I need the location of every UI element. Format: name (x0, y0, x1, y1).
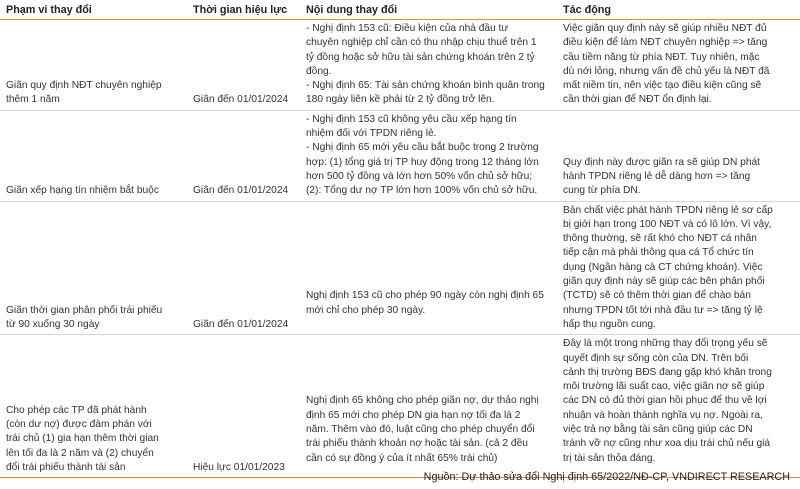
cell-line: hợp: (1) tổng giá trị TP huy động trong 12 tháng lớn (306, 156, 539, 168)
cell-line: nhiệm đối với TPDN riêng lẻ. (306, 128, 437, 140)
cell-line: hành TPDN riêng lẻ dễ dàng hơn => tăng (563, 170, 751, 182)
cell-line: cần thời gian để NĐT ổn định lại. (563, 94, 712, 106)
cell-text: Giãn đến 01/01/2024 (193, 94, 289, 106)
cell-line (306, 275, 551, 289)
cell-line: tránh vỡ nợ cũng như xoa dịu trái chủ nếu giá (563, 438, 771, 450)
impact-cell (557, 201, 800, 335)
cell-line: Quy định này được giãn ra sẽ giúp DN phát (563, 156, 760, 168)
cell-line (306, 204, 551, 218)
cell-line (563, 141, 794, 155)
effective-time-cell (187, 110, 300, 201)
cell-line: cần có sự đồng ý của ít nhất 65% trái chủ) (306, 452, 498, 464)
cell-line (306, 232, 551, 246)
cell-text: Hiệu lực 01/01/2023 (193, 461, 285, 473)
cell-line: lên tối đa là 2 năm và (2) chuyển (6, 447, 154, 459)
table-row (0, 110, 800, 201)
scope-cell (0, 20, 187, 111)
cell-line: quyết định sự sống còn của DN. Trên bối (563, 352, 749, 364)
table-header-row (0, 0, 800, 20)
cell-line: cung từ phía DN. (563, 185, 641, 197)
cell-line: Việc giãn quy định này sẽ giúp nhiều NĐT đủ (563, 23, 767, 34)
cell-line: hấp thụ nguồn cung. (563, 318, 656, 330)
cell-line: tiếp cận mà phải thông qua cá Tổ chức tín (563, 247, 754, 259)
change-content-cell (300, 20, 557, 111)
cell-line: cầu tiềm năng từ phía NĐT. Tuy nhiên, mặc (563, 51, 760, 63)
change-content-cell (300, 110, 557, 201)
impact-cell (557, 110, 800, 201)
cell-line: Cho phép các TP đã phát hành (6, 404, 147, 416)
cell-line: Bản chất việc phát hành TPDN riêng lẻ sơ cấp (563, 204, 773, 216)
cell-line: 180 ngày liên kề phải từ 2 tỷ đồng trở lên. (306, 94, 495, 106)
header-change-content: Nội dung thay đổi (300, 0, 557, 20)
cell-line: (TCTD) sẽ có thêm thời gian để chào bán (563, 290, 751, 302)
cell-line: (còn dư nợ) được đàm phán với (6, 419, 152, 431)
cell-line: Nghị định 153 cũ cho phép 90 ngày còn nghị định 65 (306, 290, 544, 302)
header-scope: Phạm vi thay đổi (0, 0, 187, 20)
header-effective-time: Thời gian hiệu lực (187, 0, 300, 20)
cell-line (306, 261, 551, 275)
cell-line: từ 90 xuống 30 ngày (6, 318, 100, 330)
cell-line: Giãn thời gian phân phối trái phiếu (6, 304, 163, 316)
source-note: Nguồn: Dự thảo sửa đổi Nghị định 65/2022/NĐ-CP, VNDIRECT RESEARCH (423, 471, 790, 483)
cell-line (306, 366, 551, 380)
cell-line (563, 127, 794, 141)
cell-line (306, 380, 551, 394)
header-impact: Tác động (557, 0, 800, 20)
cell-line: việc trả nợ bằng tài sản cũng giúp các DN (563, 424, 753, 436)
cell-line: năm. Thêm vào đó, luật cũng cho phép chuyển đổi (306, 424, 535, 436)
table-body (0, 20, 800, 478)
cell-line (563, 113, 794, 127)
cell-line: đồng. (306, 65, 332, 77)
cell-line: (2): Tổng dư nợ TP lớn hơn 100% vốn chủ sở hữu. (306, 185, 538, 197)
cell-line: dù nới lỏng, nhưng vấn đề chủ yếu là NĐT đã (563, 65, 770, 77)
scope-cell (0, 335, 187, 478)
cell-line: trị tài sản thỏa đáng. (563, 452, 656, 464)
cell-line: cảnh thị trường BĐS đang gặp khó khăn trong (563, 366, 772, 378)
impact-cell (557, 335, 800, 478)
cell-line: Nghị định 65 không cho phép giãn nợ, dự thảo nghị (306, 395, 539, 407)
cell-line: - Nghị định 153 cũ không yêu cầu xếp hạng tín (306, 113, 517, 125)
cell-text: Giãn đến 01/01/2024 (193, 318, 289, 330)
cell-line: trái phiếu thành khoản nợ hoặc tài sản. (cả 2 đều (306, 438, 528, 450)
cell-line (306, 352, 551, 366)
cell-line: trái chủ (1) gia hạn thêm thời gian (6, 433, 159, 445)
cell-line: điều kiện để làm NĐT chuyên nghiệp => tăng (563, 37, 768, 49)
effective-time-cell (187, 20, 300, 111)
effective-time-cell (187, 335, 300, 478)
cell-line: - Nghị định 65 mới yêu cầu bắt buộc trong 2 trường (306, 142, 539, 154)
cell-line: dụng (Ngân hàng cà CT chứng khoán). Việc (563, 261, 763, 273)
change-content-cell (300, 335, 557, 478)
table-row (0, 20, 800, 111)
cell-line (306, 246, 551, 260)
scope-cell (0, 110, 187, 201)
cell-line (306, 218, 551, 232)
scope-cell (0, 201, 187, 335)
effective-time-cell (187, 201, 300, 335)
cell-line: Giãn xếp hạng tín nhiệm bắt buộc (6, 185, 159, 197)
cell-line: mới chỉ cho phép 30 ngày. (306, 304, 426, 316)
cell-line: - Nghị định 153 cũ: Điều kiện của nhà đầu tư (306, 23, 509, 34)
cell-text: Giãn đến 01/01/2024 (193, 185, 289, 197)
cell-line: đổi trái phiếu thành tài sản (6, 461, 126, 473)
cell-line: thêm 1 năm (6, 94, 60, 106)
cell-line: Đây là một trong những thay đổi trọng yếu sẽ (563, 338, 768, 350)
impact-cell (557, 20, 800, 111)
table-row (0, 201, 800, 335)
cell-line: hơn 500 tỷ đồng và lớn hơn 50% vốn chủ sở hữu; (306, 170, 533, 182)
cell-line: nhưng TPDN tốt tới nhà đầu tư => tăng tỷ lệ (563, 304, 763, 316)
change-content-cell (300, 201, 557, 335)
cell-line: chuyên nghiệp chỉ cần có thu nhập chịu thuế trên 1 (306, 37, 537, 49)
cell-line: - Nghị định 65: Tài sản chứng khoán bình quân trong (306, 80, 545, 92)
cell-line: các DN có đủ thời gian hồi phục để thu về lợi (563, 395, 767, 407)
table-row (0, 335, 800, 478)
cell-line: giãn quy định này sẽ giúp các bên phân phối (563, 276, 765, 288)
cell-line: định 65 mới cho phép DN gia hạn nợ tối đa là 2 (306, 409, 521, 421)
cell-line: môi trường lãi suất cao, việc giãn nợ sẽ giúp (563, 381, 765, 393)
cell-line: nhuận và hoàn thành nghĩa vụ nợ. Ngoài ra, (563, 409, 763, 421)
cell-line: thông thường, sẽ rất khó cho NĐT cá nhân (563, 233, 757, 245)
cell-line (306, 337, 551, 351)
cell-line: tỷ đồng hoặc sở hữu tài sản chứng khoán trên 2 tỷ (306, 51, 535, 63)
cell-line: Giãn quy định NĐT chuyên nghiệp (6, 80, 162, 92)
cell-line: mất niềm tin, nên việc tạo điều kiện cũng sẽ (563, 80, 762, 92)
cell-line: bị giới hạn trong 100 NĐT và có lô lớn. Vì vậy, (563, 218, 772, 230)
